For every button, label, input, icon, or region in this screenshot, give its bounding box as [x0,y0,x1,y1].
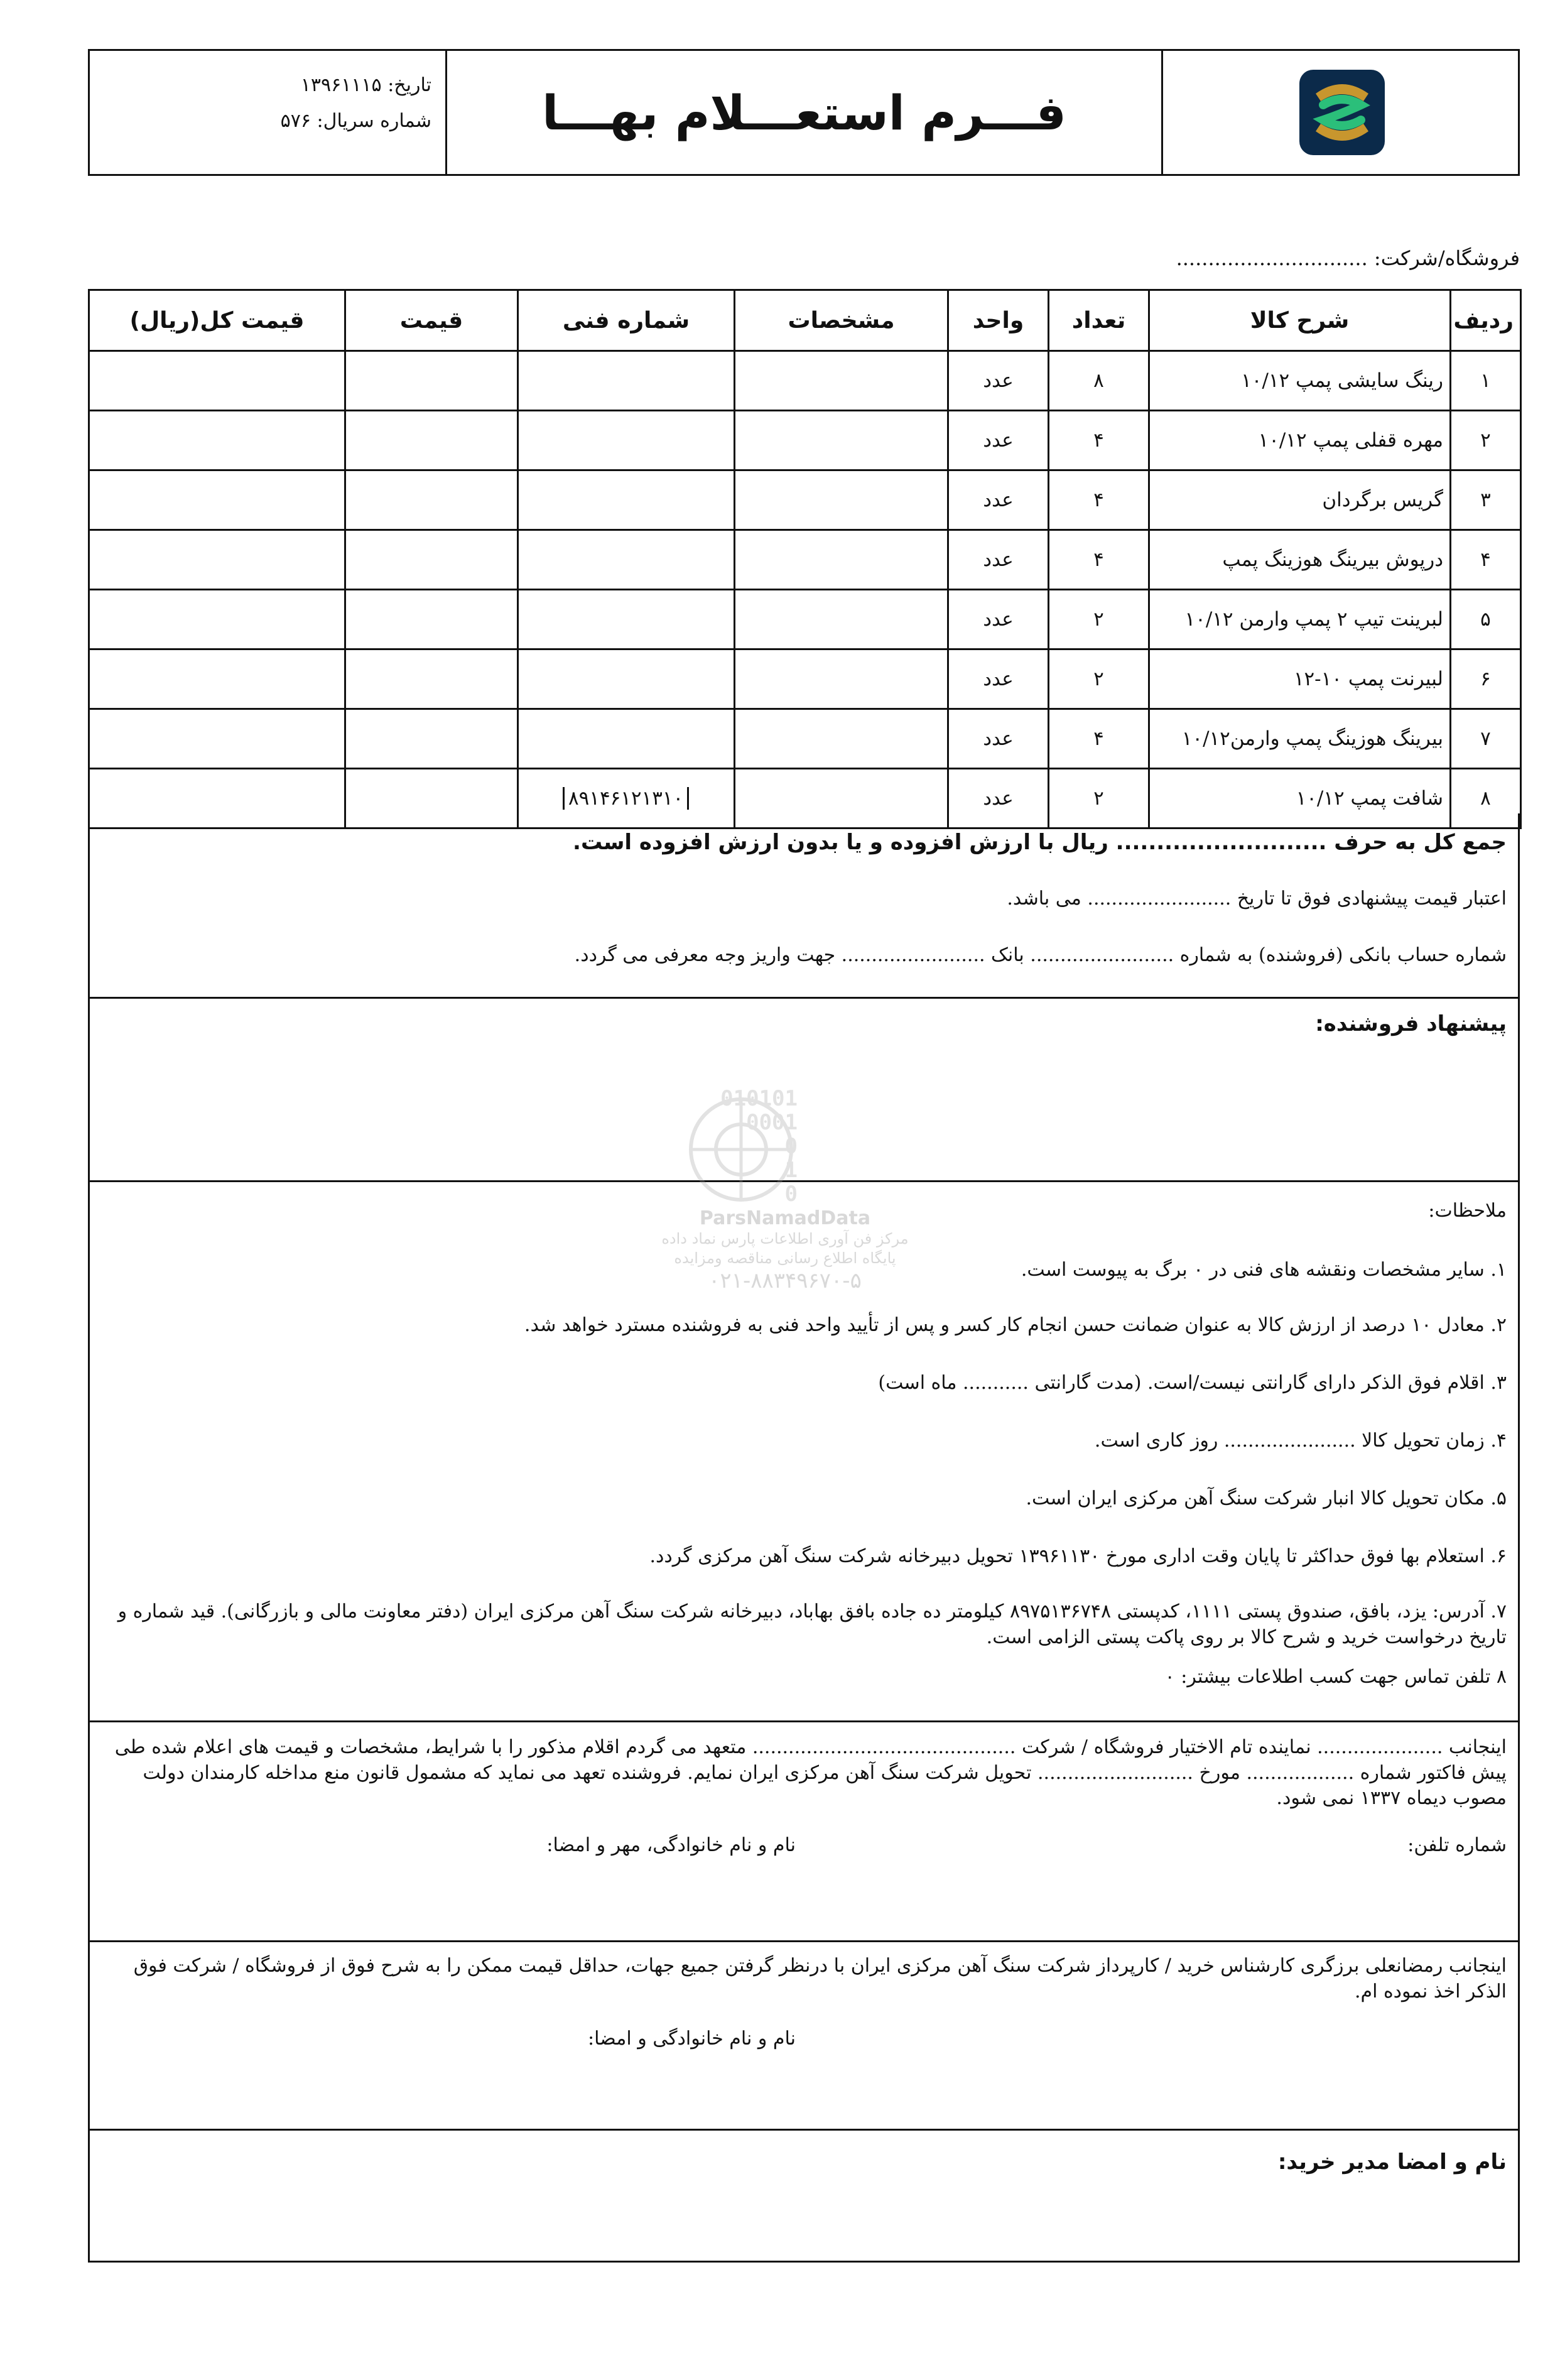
commitment-section [88,1722,1520,1942]
note-item: ۶. استعلام بها فوق حداکثر تا پایان وقت اداری مورخ ۱۳۹۶۱۱۳۰ تحویل دبیرخانه شرکت سنگ آهن مرکزی گردد. [649,1545,1507,1567]
meta-cell [90,51,445,174]
svg-text:1: 1 [784,1158,798,1183]
header-unit: واحد [948,290,1049,351]
header-description: شرح کالا [1149,290,1451,351]
cell-description: لبرینت تیپ ۲ پمپ وارمن ۱۰/۱۲ [1149,590,1451,649]
cell-quantity: ۴ [1049,470,1149,530]
cell-price [345,470,518,530]
cell-unit: عدد [948,590,1049,649]
header-total-price: قیمت کل(ریال) [89,290,345,351]
header-specifications: مشخصات [735,290,948,351]
cell-technical-number [518,351,735,411]
cell-technical-number [518,530,735,590]
date-line: تاریخ: ۱۳۹۶۱۱۱۵ [300,74,431,96]
price-validity: اعتبار قیمت پیشنهادی فوق تا تاریخ ........................ می باشد. [1007,888,1507,910]
expert-statement: اینجانب رمضانعلی برزگری کارشناس خرید / کارپرداز شرکت سنگ آهن مرکزی ایران با درنظر گرفتن جمیع جهات، حداقل قیمت ممکن را به شرح فوق از فروشگاه / شرکت فوق الذکر اخذ نموده ام. [133,1955,1507,2002]
expert-signature-label: نام و نام خانوادگی و امضا: [588,2028,796,2050]
manager-section [88,2131,1520,2263]
watermark-phone: ۰۲۱-۸۸۳۴۹۶۷۰-۵ [708,1268,862,1294]
cell-technical-number [518,709,735,769]
cell-specifications [735,470,948,530]
cell-price [345,530,518,590]
cell-price [345,411,518,470]
cell-description: لبیرنت پمپ ۱۰-۱۲ [1149,649,1451,709]
table-row [89,709,1521,769]
cell-specifications [735,351,948,411]
cell-total-price [89,709,345,769]
cell-specifications [735,530,948,590]
cell-specifications [735,590,948,649]
svg-text:0001: 0001 [746,1110,798,1135]
cell-description: گریس برگردان [1149,470,1451,530]
cell-description: درپوش بیرینگ هوزینگ پمپ [1149,530,1451,590]
logo-cell [1161,51,1518,174]
notes-title: ملاحظات: [1428,1200,1507,1222]
note-item: ۵. مکان تحویل کالا انبار شرکت سنگ آهن مرکزی ایران است. [1026,1487,1507,1509]
table-header-row [89,290,1521,351]
svg-text:0: 0 [784,1182,798,1206]
note-item: ۴. زمان تحویل کالا ...................... روز کاری است. [1094,1430,1507,1452]
cell-technical-number [518,470,735,530]
cell-quantity: ۴ [1049,530,1149,590]
cell-quantity: ۴ [1049,709,1149,769]
cell-unit: عدد [948,411,1049,470]
cell-unit: عدد [948,769,1049,829]
cell-row-number: ۶ [1451,649,1521,709]
cell-technical-number [518,411,735,470]
cell-price [345,649,518,709]
watermark-line2: پایگاه اطلاع رسانی مناقصه ومزایده [674,1249,896,1268]
bank-account: شماره حساب بانکی (فروشنده) به شماره ........................ بانک ........................ جهت واریز وجه معرفی می گردد. [574,944,1507,966]
cell-total-price [89,411,345,470]
cell-specifications [735,649,948,709]
total-in-words: جمع کل به حرف .......................... ریال با ارزش افزوده و یا بدون ارزش افزوده است. [573,830,1507,855]
watermark-logo-icon [666,1080,904,1206]
table-row [89,649,1521,709]
commitment-text: اینجانب ..................... نماینده تام الاختیار فروشگاه / شرکت ............................................ متعهد می گردم اقلام مذکور را با شرایط، مشخصات و قیمت های اعلام شده طی پیش فاکتور شماره .................. مورخ .......................... تحویل شرکت سنگ آهن مرکزی ایران نمایم. فروشنده تعهد می نماید که مشمول قانون منع مداخله کارمندان دولت مصوب دیماه ۱۳۳۷ نمی شود. [114,1736,1507,1809]
note-item: ۸ تلفن تماس جهت کسب اطلاعات بیشتر: ۰ [1164,1666,1507,1688]
header-quantity: تعداد [1049,290,1149,351]
cell-row-number: ۳ [1451,470,1521,530]
cell-description: مهره قفلی پمپ ۱۰/۱۲ [1149,411,1451,470]
table-row [89,530,1521,590]
phone-label: شماره تلفن: [1407,1834,1507,1856]
cell-total-price [89,470,345,530]
cell-row-number: ۷ [1451,709,1521,769]
table-row [89,351,1521,411]
cell-unit: عدد [948,351,1049,411]
seller-offer-title: پیشنهاد فروشنده: [1315,1011,1507,1036]
svg-text:0: 0 [784,1134,798,1159]
note-item: ۳. اقلام فوق الذکر دارای گارانتی نیست/است. (مدت گارانتی ........... ماه است) [878,1372,1507,1394]
cell-quantity: ۲ [1049,649,1149,709]
shop-line: فروشگاه/شرکت: .............................. [1176,246,1520,270]
company-logo-icon [1298,68,1386,156]
cell-row-number: ۸ [1451,769,1521,829]
cell-specifications [735,411,948,470]
cell-price [345,351,518,411]
items-table [88,289,1522,829]
header-row-number: ردیف [1451,290,1521,351]
cell-technical-number [518,649,735,709]
cell-row-number: ۵ [1451,590,1521,649]
header-price: قیمت [345,290,518,351]
cell-unit: عدد [948,649,1049,709]
table-row [89,470,1521,530]
cell-total-price [89,530,345,590]
cell-unit: عدد [948,709,1049,769]
form-header [88,49,1520,176]
cell-total-price [89,351,345,411]
header-technical-number: شماره فنی [518,290,735,351]
technical-number-value: ۸۹۱۴۶۱۲۱۳۱۰ [563,787,689,810]
watermark [653,1080,917,1313]
serial-line: شماره سریال: ۵۷۶ [280,110,431,132]
cell-total-price [89,590,345,649]
cell-row-number: ۱ [1451,351,1521,411]
cell-unit: عدد [948,470,1049,530]
cell-price [345,709,518,769]
cell-specifications [735,709,948,769]
svg-text:010101: 010101 [720,1086,798,1111]
cell-description: رینگ سایشی پمپ ۱۰/۱۲ [1149,351,1451,411]
cell-quantity: ۸ [1049,351,1149,411]
totals-section [88,813,1520,999]
manager-signature-label: نام و امضا مدیر خرید: [1277,2149,1507,2175]
seller-signature-label: نام و نام خانوادگی، مهر و امضا: [546,1834,796,1856]
cell-total-price [89,649,345,709]
cell-unit: عدد [948,530,1049,590]
cell-technical-number [518,590,735,649]
cell-row-number: ۲ [1451,411,1521,470]
cell-description: شافت پمپ ۱۰/۱۲ [1149,769,1451,829]
note-item: ۱. سایر مشخصات ونقشه های فنی در ۰ برگ به پیوست است. [1021,1259,1507,1281]
cell-quantity: ۲ [1049,769,1149,829]
table-row [89,590,1521,649]
cell-quantity: ۲ [1049,590,1149,649]
note-item: ۲. معادل ۱۰ درصد از ارزش کالا به عنوان ضمانت حسن انجام کار کسر و پس از تأیید واحد فنی به فروشنده مسترد خواهد شد. [524,1314,1507,1336]
note-item: ۷. آدرس: یزد، بافق، صندوق پستی ۱۱۱۱، کدپستی ۸۹۷۵۱۳۶۷۴۸ کیلومتر ده جاده بافق بهاباد، دبیرخانه شرکت سنگ آهن مرکزی ایران (دفتر معاونت مالی و بازرگانی). قید شماره و تاریخ درخواست خرید و شرح کالا بر روی پاکت پستی الزامی است. [117,1600,1507,1648]
form-title: فـــرم استعـــلام بهـــا [542,84,1066,141]
table-row [89,411,1521,470]
watermark-line1: مرکز فن آوری اطلاعات پارس نماد داده [661,1230,909,1247]
cell-row-number: ۴ [1451,530,1521,590]
cell-price [345,590,518,649]
purchasing-expert-section [88,1942,1520,2131]
title-cell [445,51,1161,174]
watermark-name: ParsNamadData [699,1207,871,1229]
cell-description: بیرینگ هوزینگ پمپ وارمن۱۰/۱۲ [1149,709,1451,769]
cell-quantity: ۴ [1049,411,1149,470]
table-body [89,351,1521,829]
